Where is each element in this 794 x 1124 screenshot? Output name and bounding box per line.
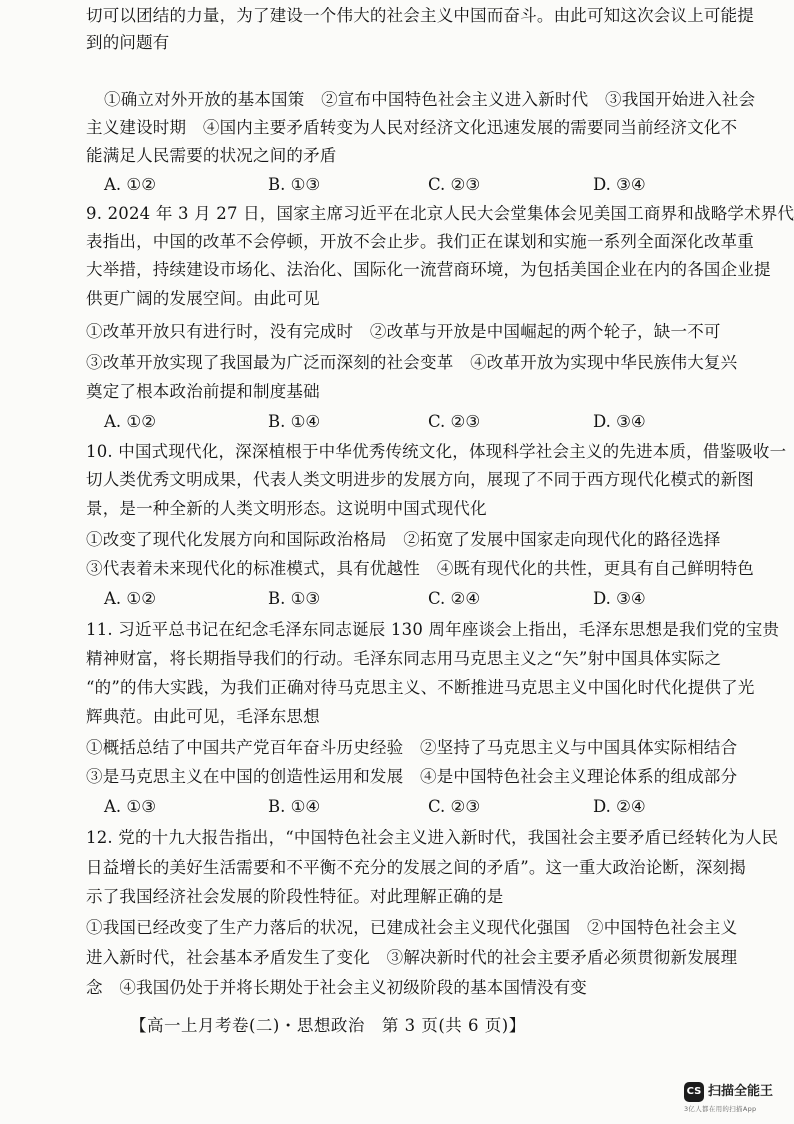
q8-option-b[interactable]: B. ①③ [268,175,321,194]
q9-option-a[interactable]: A. ①② [104,412,156,431]
q10-stem-line-1: 10. 中国式现代化，深深植根于中华优秀传统文化，体现科学社会主义的先进本质，借鉴吸收一 [86,442,787,461]
scanner-brand-name: 扫描全能王 [708,1084,774,1099]
q8-stem-line-2: 到的问题有 [86,33,170,52]
q8-statement-line-2: 主义建设时期 ④国内主要矛盾转变为人民对经济文化迅速发展的需要同当前经济文化不 [86,118,738,137]
q11-statement-line-2: ③是马克思主义在中国的创造性运用和发展 ④是中国特色社会主义理论体系的组成部分 [86,767,738,786]
q10-statement-line-1: ①改变了现代化发展方向和国际政治格局 ②拓宽了发展中国家走向现代化的路径选择 [86,530,721,549]
q11-option-b[interactable]: B. ①④ [268,797,321,816]
q12-stem-line-1: 12. 党的十九大报告指出，“中国特色社会主义进入新时代，我国社会主要矛盾已经转化为人民 [86,828,779,847]
q9-option-d[interactable]: D. ③④ [593,412,646,431]
q10-statement-line-2: ③代表着未来现代化的标准模式，具有优越性 ④既有现代化的共性，更具有自己鲜明特色 [86,559,754,578]
q12-statement-line-2: 进入新时代，社会基本矛盾发生了变化 ③解决新时代的社会主要矛盾必须贯彻新发展理 [86,948,738,967]
q9-option-b[interactable]: B. ①④ [268,412,321,431]
q9-option-c[interactable]: C. ②③ [428,412,481,431]
scanner-watermark [684,1080,794,1120]
q11-stem-line-1: 11. 习近平总书记在纪念毛泽东同志诞辰 130 周年座谈会上指出，毛泽东思想是我们党的宝贵 [86,620,780,639]
q8-option-a[interactable]: A. ①② [104,175,156,194]
page-footer: 【高一上月考卷(二)・思想政治 第 3 页(共 6 页)】 [130,1016,526,1035]
q10-option-b[interactable]: B. ①③ [268,589,321,608]
q12-stem-line-2: 日益增长的美好生活需要和不平衡不充分的发展之间的矛盾”。这一重大政治论断，深刻揭 [86,858,746,877]
scanner-brand-tagline: 3亿人都在用的扫描App [684,1105,757,1113]
q11-stem-line-4: 辉典范。由此可见，毛泽东思想 [86,707,320,726]
q12-statement-line-3: 念 ④我国仍处于并将长期处于社会主义初级阶段的基本国情没有变 [86,978,587,997]
q11-option-c[interactable]: C. ②③ [428,797,481,816]
q9-stem-line-1: 9. 2024 年 3 月 27 日，国家主席习近平在北京人民大会堂集体会见美国工商界和战略学术界代 [86,204,794,223]
q11-stem-line-2: 精神财富，将长期指导我们的行动。毛泽东同志用马克思主义之“矢”射中国具体实际之 [86,649,722,668]
q8-option-c[interactable]: C. ②③ [428,175,481,194]
q9-statement-line-2: ③改革开放实现了我国最为广泛而深刻的社会变革 ④改革开放为实现中华民族伟大复兴 [86,353,738,372]
q11-stem-line-3: “的”的伟大实践，为我们正确对待马克思主义、不断推进马克思主义中国化时代化提供了光 [86,678,755,697]
q12-statement-line-1: ①我国已经改变了生产力落后的状况，已建成社会主义现代化强国 ②中国特色社会主义 [86,918,738,937]
q10-stem-line-3: 景，是一种全新的人类文明形态。这说明中国式现代化 [86,499,487,518]
q9-stem-line-3: 大举措，持续建设市场化、法治化、国际化一流营商环境，为包括美国企业在内的各国企业提 [86,260,771,279]
q8-stem-line-1: 切可以团结的力量，为了建设一个伟大的社会主义中国而奋斗。由此可知这次会议上可能提 [86,6,754,25]
q8-statement-line-1: ①确立对外开放的基本国策 ②宣布中国特色社会主义进入新时代 ③我国开始进入社会 [104,90,756,109]
q11-option-d[interactable]: D. ②④ [593,797,646,816]
q10-option-d[interactable]: D. ③④ [593,589,646,608]
q11-statement-line-1: ①概括总结了中国共产党百年奋斗历史经验 ②坚持了马克思主义与中国具体实际相结合 [86,738,738,757]
q12-stem-line-3: 示了我国经济社会发展的阶段性特征。对此理解正确的是 [86,887,504,906]
q9-statement-line-1: ①改革开放只有进行时，没有完成时 ②改革与开放是中国崛起的两个轮子，缺一不可 [86,322,721,341]
q8-statement-line-3: 能满足人民需要的状况之间的矛盾 [86,146,337,165]
q8-option-d[interactable]: D. ③④ [593,175,646,194]
q9-statement-line-3: 奠定了根本政治前提和制度基础 [86,382,320,401]
camscanner-logo-icon: CS [684,1082,704,1102]
q11-option-a[interactable]: A. ①③ [104,797,156,816]
q9-stem-line-4: 供更广阔的发展空间。由此可见 [86,289,320,308]
q9-stem-line-2: 表指出，中国的改革不会停顿，开放不会止步。我们正在谋划和实施一系列全面深化改革重 [86,232,754,251]
q10-option-c[interactable]: C. ②④ [428,589,481,608]
q10-stem-line-2: 切人类优秀文明成果，代表人类文明进步的发展方向，展现了不同于西方现代化模式的新图 [86,470,754,489]
q10-option-a[interactable]: A. ①② [104,589,156,608]
